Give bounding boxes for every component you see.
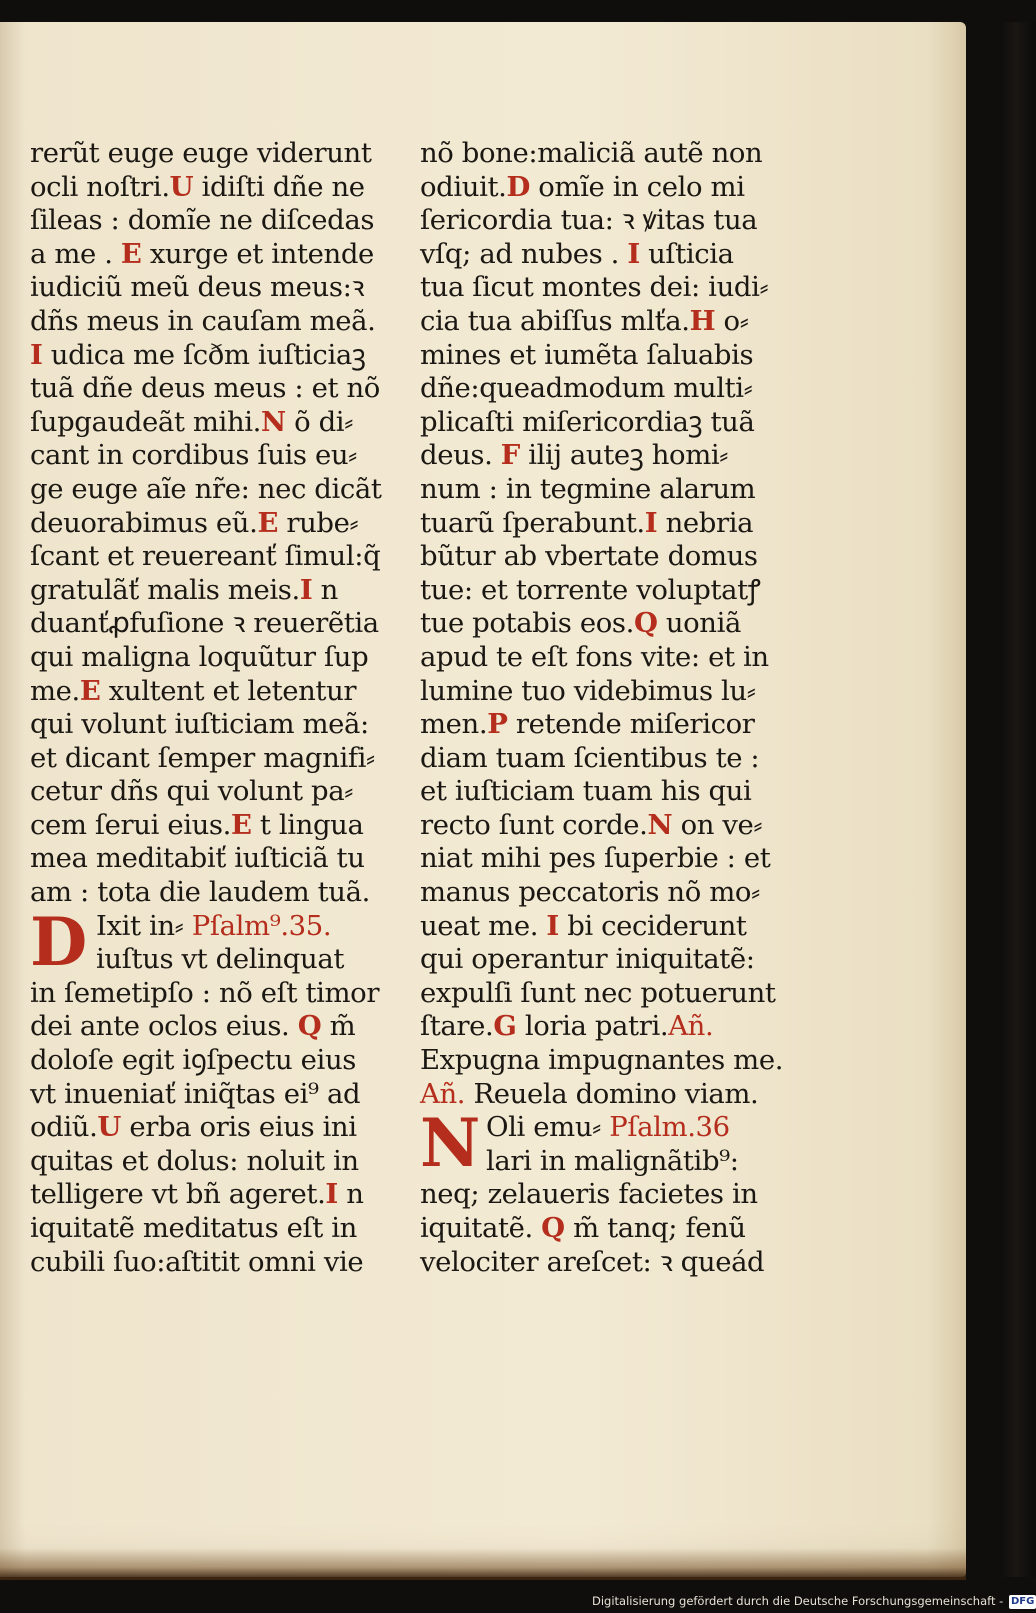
text-line: [420, 339, 792, 373]
text-segment: iudiciũ meũ deus meus:ꝛ: [30, 271, 365, 304]
text-line: [30, 607, 402, 641]
text-segment: niat mihi pes ſuperbie : et: [420, 842, 771, 875]
text-segment: apud te eſt fons vite: et in: [420, 640, 769, 673]
text-segment: dei ante oclos eius.: [30, 1010, 298, 1043]
text-line: [30, 372, 402, 406]
rubricated-initial: Q: [541, 1212, 565, 1244]
text-segment: tue: et torrente voluptatꝭ: [420, 573, 761, 606]
text-line: [420, 238, 792, 272]
text-segment: expulſi ſunt nec potuerunt: [420, 976, 776, 1009]
text-segment: Ixit in⸗: [96, 909, 192, 942]
credit-text: Digitalisierung gefördert durch die Deutsche Forschungsgemeinschaft -: [592, 1594, 1004, 1608]
rubricated-initial: I: [325, 1178, 338, 1211]
rubricated-initial: I: [627, 237, 640, 270]
text-line: [30, 1111, 402, 1145]
rubricated-initial: E: [79, 674, 101, 707]
text-segment: tuã dñe deus meus : et nõ: [30, 372, 380, 405]
text-line: [30, 742, 402, 776]
text-line: [30, 507, 402, 541]
text-line: [30, 1044, 402, 1078]
text-segment: tue potabis eos.: [420, 607, 634, 640]
text-segment: in ſemetipſo : nõ eſt timor: [30, 976, 380, 1009]
text-segment: nebria: [657, 506, 754, 539]
rubricated-initial: E: [230, 808, 252, 841]
dfg-logo: DFG: [1010, 1595, 1035, 1607]
text-line: [420, 271, 792, 305]
text-line: [420, 439, 792, 473]
text-segment: tuarũ ſperabunt.: [420, 506, 645, 539]
text-line: [420, 1010, 792, 1044]
text-line: [420, 910, 792, 944]
text-line: [420, 372, 792, 406]
text-segment: a me .: [30, 237, 121, 270]
rubricated-initial: N: [261, 405, 286, 438]
text-segment: omĩe in celo mi: [529, 170, 745, 203]
text-segment: mines et iumẽta ſaluabis: [420, 338, 754, 371]
text-line: [420, 204, 792, 238]
text-segment: vſq; ad nubes .: [420, 237, 628, 270]
text-line: [420, 708, 792, 742]
left-text-column: [30, 137, 402, 1279]
text-line: [420, 1246, 792, 1280]
text-line: [30, 137, 402, 171]
text-line: [420, 977, 792, 1011]
rubricated-initial: Q: [297, 1010, 322, 1043]
rubricated-initial: D: [506, 170, 530, 203]
text-line: [30, 204, 402, 238]
text-line: [30, 675, 402, 709]
text-line: [30, 1145, 402, 1179]
text-line: [30, 708, 402, 742]
text-segment: gratulãť malis meis.: [30, 573, 300, 606]
text-segment: et dicant ſemper magnifi⸗: [30, 741, 375, 774]
text-segment: me.: [30, 674, 80, 707]
text-line: [30, 540, 402, 574]
text-line: [30, 305, 402, 339]
text-segment: rerũt euge euge viderunt: [30, 137, 372, 169]
text-segment: Expugna impugnantes me.: [420, 1044, 784, 1077]
text-segment: lumine tuo videbimus lu⸗: [420, 674, 756, 707]
rubricated-initial: F: [500, 439, 520, 472]
text-segment: o⸗: [715, 304, 749, 337]
text-segment: bũtur ab vbertate domus: [420, 540, 758, 573]
rubric-text: Añ.: [668, 1010, 714, 1043]
text-segment: ocli noſtri.: [30, 170, 170, 203]
text-segment: on ve⸗: [672, 808, 763, 841]
text-segment: ſupgaudeãt mihi.: [30, 405, 261, 438]
text-line: [30, 775, 402, 809]
right-text-column: [420, 137, 792, 1279]
rubricated-initial: E: [257, 506, 279, 539]
text-line: [30, 977, 402, 1011]
text-line: [420, 607, 792, 641]
text-line: [30, 574, 402, 608]
text-line: [420, 1078, 792, 1112]
text-segment: dñs meus in cauſam meã.: [30, 304, 376, 337]
text-line: [420, 1044, 792, 1078]
text-segment: dñe:queadmodum multi⸗: [420, 372, 753, 405]
text-segment: duanťꝓfuſione ꝛ reuerẽtia: [30, 607, 379, 640]
text-segment: udica me ſcðm iuſticiaꝫ: [42, 338, 366, 371]
decorated-initial: D: [30, 902, 87, 981]
text-segment: qui volunt iuſticiam meã:: [30, 708, 369, 741]
rubric-text: Pſalm.36: [609, 1111, 730, 1144]
text-segment: qui maligna loquũtur ſup: [30, 640, 369, 673]
page-bottom-shadow: [0, 1548, 966, 1580]
rubricated-initial: U: [169, 170, 194, 203]
text-line: [420, 305, 792, 339]
text-segment: velociter areſcet: ꝛ queád: [420, 1245, 765, 1278]
text-segment: nõ bone:maliciã autẽ non: [420, 137, 763, 169]
text-segment: cubili ſuo:aſtitit omni vie: [30, 1245, 364, 1278]
text-segment: cant in cordibus ſuis eu⸗: [30, 439, 357, 472]
text-line: [30, 238, 402, 272]
text-segment: tua ſicut montes dei: iudi⸗: [420, 271, 769, 304]
text-segment: qui operantur iniquitatẽ:: [420, 943, 755, 976]
text-segment: ſtare.: [420, 1010, 494, 1043]
text-line: [30, 406, 402, 440]
text-line: [420, 842, 792, 876]
text-segment: Reuela domino viam.: [465, 1077, 759, 1110]
text-segment: m̃ tanq; fenũ: [564, 1212, 746, 1244]
text-line: [420, 574, 792, 608]
rubric-text: Añ.: [420, 1077, 466, 1110]
text-line: [420, 1178, 792, 1212]
rubricated-initial: N: [647, 808, 673, 841]
text-segment: Oli emu⸗: [486, 1111, 610, 1144]
text-segment: ſcant et reuereanť ſimul:q̃: [30, 540, 381, 573]
text-segment: lari in malignãtib⁹:: [486, 1144, 739, 1177]
text-line: [30, 171, 402, 205]
text-segment: odiuit.: [420, 170, 507, 203]
text-line: [420, 742, 792, 776]
text-line: [30, 339, 402, 373]
text-segment: cia tua abiſſus mlťa.: [420, 304, 690, 337]
text-line: [420, 1212, 792, 1246]
text-segment: recto ſunt corde.: [420, 808, 648, 841]
rubricated-initial: P: [487, 708, 508, 741]
text-line: [30, 641, 402, 675]
text-segment: et iuſticiam tuam his qui: [420, 775, 752, 808]
page-edge-shadow: [1002, 22, 1036, 1577]
rubricated-initial: U: [97, 1111, 122, 1144]
text-line: [420, 876, 792, 910]
text-line: [420, 171, 792, 205]
text-line: [30, 1178, 402, 1212]
rubricated-initial: I: [644, 506, 658, 539]
text-segment: iuſtus vt delinquat: [96, 943, 344, 976]
text-segment: odiũ.: [30, 1111, 98, 1144]
text-segment: ilij auteꝫ homi⸗: [519, 439, 729, 472]
text-line: [420, 775, 792, 809]
text-segment: doloſe egit iꝯſpectu eius: [30, 1044, 356, 1077]
text-line: [30, 439, 402, 473]
text-segment: bi ceciderunt: [558, 909, 747, 942]
text-segment: neq; zelaueris facietes in: [420, 1178, 758, 1211]
text-line: [30, 876, 402, 910]
text-segment: plicaſti miſericordiaꝫ tuã: [420, 405, 755, 438]
text-line: [30, 1078, 402, 1112]
text-line: [420, 675, 792, 709]
text-line: [420, 473, 792, 507]
text-segment: vt inueniať iniq̃tas ei⁹ ad: [30, 1077, 361, 1110]
text-segment: mea meditabiť iuſticiã tu: [30, 842, 365, 875]
text-line: [30, 842, 402, 876]
text-segment: num : in tegmine alarum: [420, 472, 756, 505]
text-segment: uoniã: [657, 607, 742, 640]
text-segment: manus peccatoris nõ mo⸗: [420, 876, 760, 909]
text-segment: iquitatẽ.: [420, 1212, 542, 1244]
text-line: [420, 809, 792, 843]
text-segment: m̃: [321, 1010, 356, 1043]
text-segment: n: [312, 573, 338, 606]
rubricated-initial: I: [546, 909, 559, 942]
text-segment: xurge et intende: [141, 237, 374, 270]
text-line: [30, 473, 402, 507]
text-segment: cem ſerui eius.: [30, 808, 231, 841]
text-segment: quitas et dolus: noluit in: [30, 1144, 359, 1177]
text-segment: deuorabimus eũ.: [30, 506, 258, 539]
text-segment: idiſti dñe ne: [193, 170, 365, 203]
text-line: [420, 406, 792, 440]
text-segment: rube⸗: [278, 506, 359, 539]
digitization-credit: [592, 1592, 1035, 1610]
text-segment: õ di⸗: [285, 405, 353, 438]
text-line: [30, 809, 402, 843]
rubricated-initial: E: [120, 237, 142, 270]
text-segment: deus.: [420, 439, 501, 472]
text-segment: xultent et letentur: [100, 674, 357, 707]
text-line: [30, 1246, 402, 1280]
text-line: [420, 641, 792, 675]
text-segment: am : tota die laudem tuã.: [30, 876, 370, 909]
text-line: [30, 1212, 402, 1246]
text-segment: ſileas : domĩe ne diſcedas: [30, 204, 375, 237]
text-line: [420, 507, 792, 541]
rubricated-initial: Q: [633, 607, 658, 640]
rubricated-initial: G: [493, 1010, 517, 1043]
decorated-initial: N: [420, 1104, 480, 1183]
text-segment: cetur dñs qui volunt pa⸗: [30, 775, 354, 808]
rubricated-initial: I: [30, 338, 43, 371]
text-segment: ueat me.: [420, 909, 547, 942]
text-segment: diam tuam ſcientibus te :: [420, 741, 760, 774]
text-segment: uſticia: [639, 237, 734, 270]
text-line: [30, 271, 402, 305]
text-segment: loria patri.: [516, 1010, 669, 1043]
text-line: [30, 1010, 402, 1044]
text-segment: ſericordia tua: ꝛ ꝟitas tua: [420, 204, 758, 237]
rubricated-initial: H: [689, 304, 716, 337]
text-segment: retende miſericor: [507, 708, 755, 741]
text-line: [420, 540, 792, 574]
text-line: [420, 943, 792, 977]
rubricated-initial: I: [299, 573, 313, 606]
text-segment: erba oris eius ini: [121, 1111, 357, 1144]
text-segment: n: [337, 1178, 364, 1211]
rubric-text: Pſalm⁹.35.: [191, 909, 332, 942]
text-segment: ge euge aĩe nr̃e: nec dicãt: [30, 472, 382, 505]
text-segment: telligere vt bñ ageret.: [30, 1178, 326, 1211]
text-segment: men.: [420, 708, 488, 741]
text-segment: iquitatẽ meditatus eſt in: [30, 1212, 357, 1244]
text-segment: t lingua: [251, 808, 364, 841]
text-line: [420, 137, 792, 171]
